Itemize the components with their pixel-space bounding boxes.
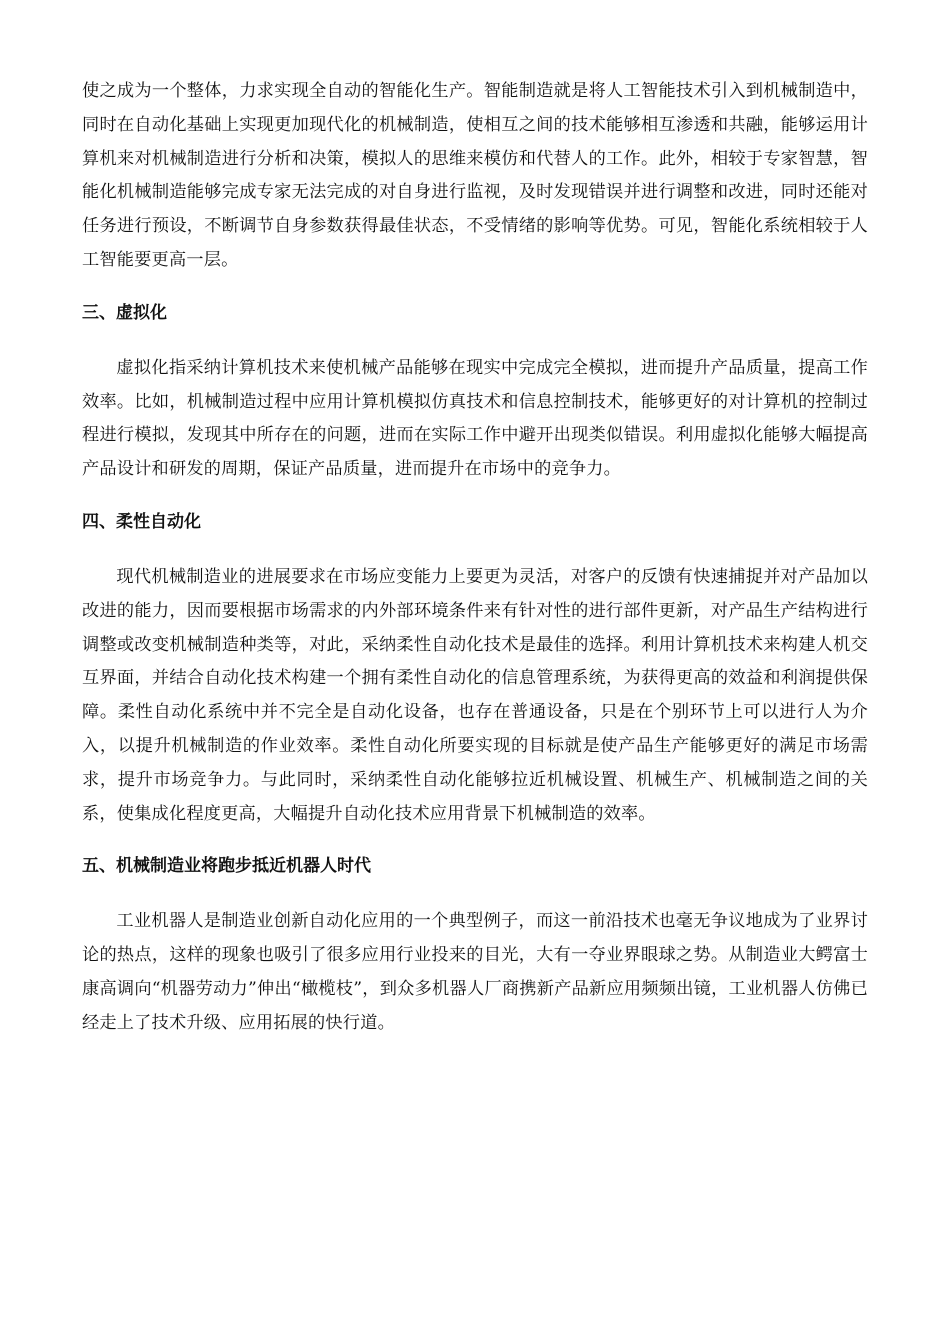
paragraph-flexible-automation: 现代机械制造业的进展要求在市场应变能力上要更为灵活，对客户的反馈有快速捕捉并对产品加以改进的能力，因而要根据市场需求的内外部环境条件来有针对性的进行部件更新，对产品生产结构进行调整或改变机械制造种类等，对此，采纳柔性自动化技术是最佳的选择。利用计算机技术来构建人机交互界面，并结合自动化技术构建一个拥有柔性自动化的信息管理系统，为获得更高的效益和利润提供保障。柔性自动化系统中并不完全是自动化设备，也存在普通设备，只是在个别环节上可以进行人为介入，以提升机械制造的作业效率。柔性自动化所要实现的目标就是使产品生产能够更好的满足市场需求，提升市场竞争力。与此同时，采纳柔性自动化能够拉近机械设置、机械生产、机械制造之间的关系，使集成化程度更高，大幅提升自动化技术应用背景下机械制造的效率。	[82, 566, 868, 824]
section-heading-virtualization: 三、虚拟化	[82, 302, 167, 323]
section-heading-flexible-automation: 四、柔性自动化	[82, 511, 201, 532]
paragraph-intelligent-manufacturing: 使之成为一个整体，力求实现全自动的智能化生产。智能制造就是将人工智能技术引入到机械制造中，同时在自动化基础上实现更加现代化的机械制造，使相互之间的技术能够相互渗透和共融，能够运用计算机来对机械制造进行分析和决策，模拟人的思维来模仿和代替人的工作。此外，相较于专家智慧，智能化机械制造能够完成专家无法完成的对自身进行监视，及时发现错误并进行调整和改进，同时还能对任务进行预设，不断调节自身参数获得最佳状态，不受情绪的影响等优势。可见，智能化系统相较于人工智能要更高一层。	[82, 81, 868, 270]
section-heading-robot-era: 五、机械制造业将跑步抵近机器人时代	[82, 856, 371, 877]
document-page	[82, 75, 868, 1041]
paragraph-virtualization: 虚拟化指采纳计算机技术来使机械产品能够在现实中完成完全模拟，进而提升产品质量，提高工作效率。比如，机械制造过程中应用计算机模拟仿真技术和信息控制技术，能够更好的对计算机的控制过程进行模拟，发现其中所存在的问题，进而在实际工作中避开出现类似错误。利用虚拟化能够大幅提高产品设计和研发的周期，保证产品质量，进而提升在市场中的竞争力。	[82, 357, 868, 480]
paragraph-industrial-robots: 工业机器人是制造业创新自动化应用的一个典型例子，而这一前沿技术也毫无争议地成为了业界讨论的热点，这样的现象也吸引了很多应用行业投来的目光，大有一夺业界眼球之势。从制造业大鳄富士康高调向“机器劳动力”伸出“橄榄枝”，到众多机器人厂商携新产品新应用频频出镜，工业机器人仿佛已经走上了技术升级、应用拓展的快行道。	[82, 911, 868, 1033]
